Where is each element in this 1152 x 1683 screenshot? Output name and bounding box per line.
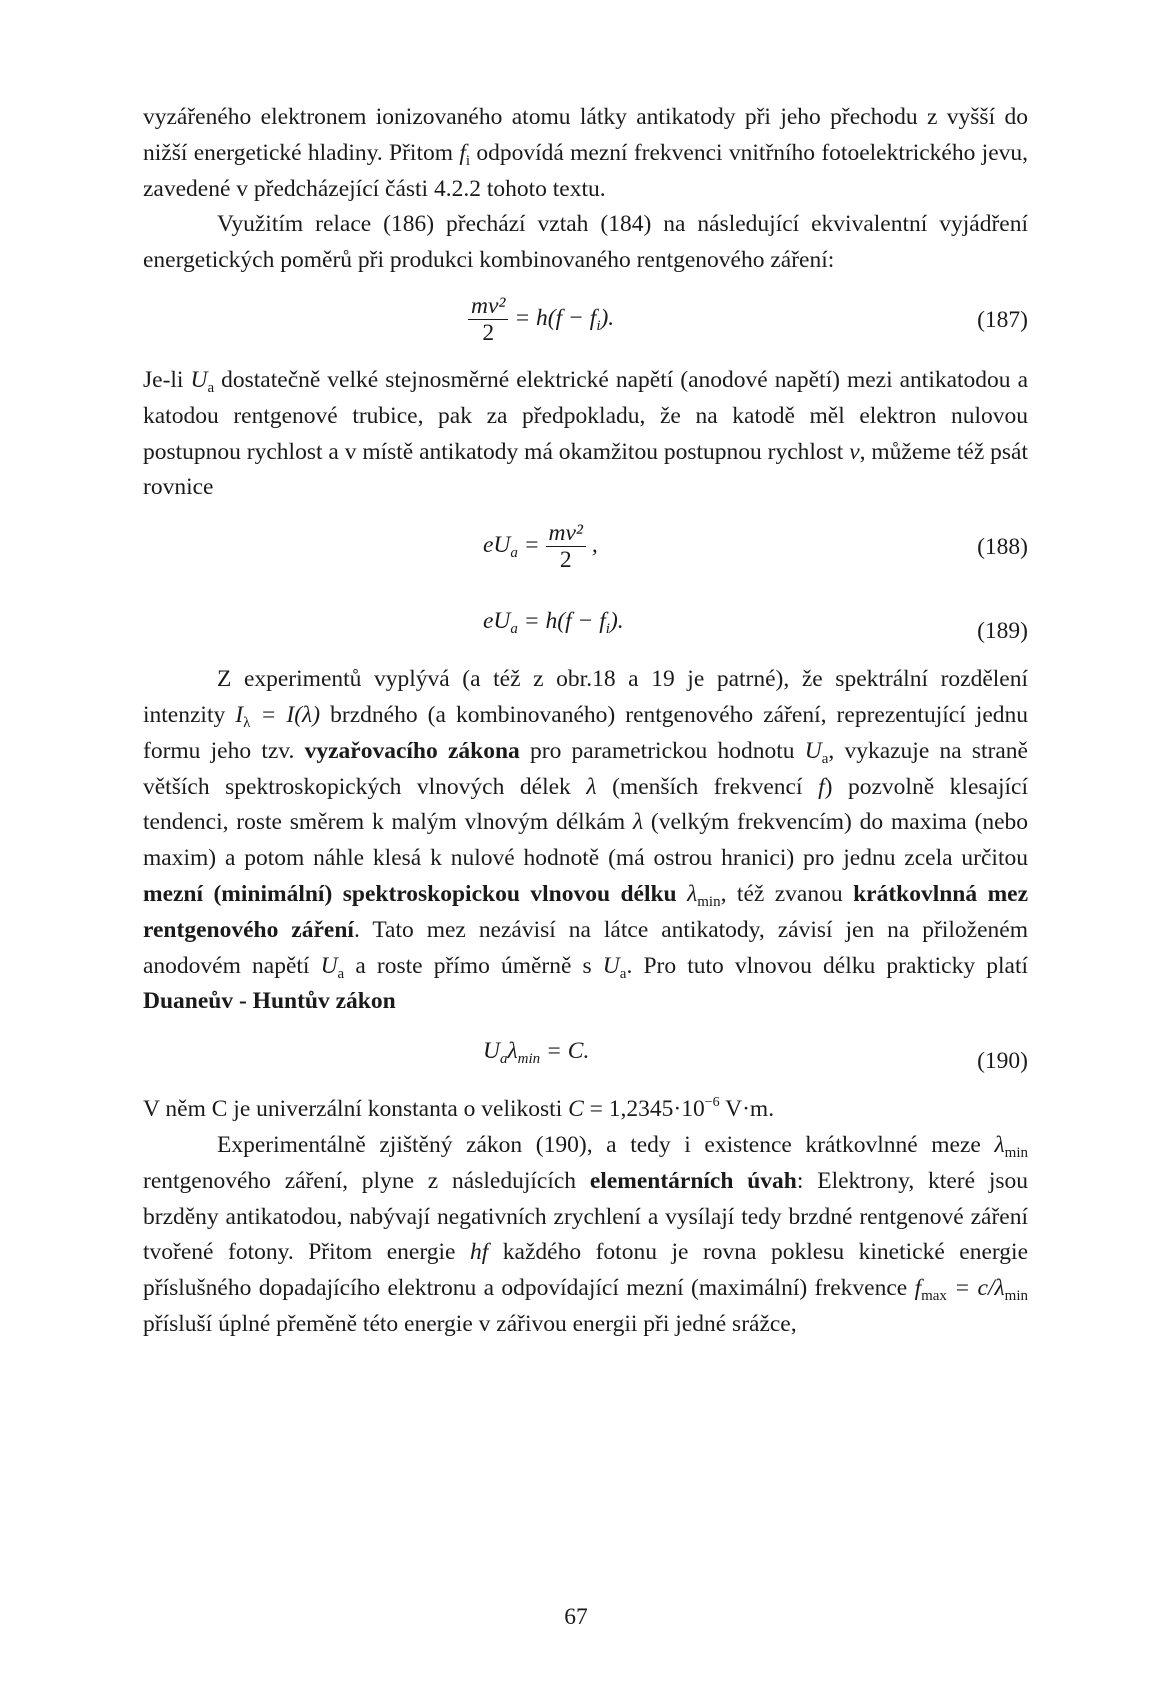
text-run: (menších frekvencí — [596, 773, 819, 800]
paragraph — [143, 100, 1034, 207]
math-symbol: I — [235, 701, 244, 728]
bold-term: elementárních úvah — [589, 1167, 797, 1194]
page-body — [143, 100, 1034, 1343]
equation-number: (189) — [977, 618, 1028, 645]
equation — [483, 604, 624, 640]
math-symbol: = I(λ) — [250, 701, 321, 728]
paragraph — [143, 207, 1034, 279]
math-symbol: = c/λ — [946, 1275, 1005, 1302]
math-symbol: U — [320, 952, 338, 979]
subscript: min — [697, 893, 721, 910]
subscript: min — [1004, 1144, 1028, 1161]
equation-number: (187) — [977, 306, 1028, 333]
text-run: = h(f − f — [517, 608, 606, 635]
text-run: Využitím relace (186) přechází vztah (184) na následující ekvivalentní vyjádření energetických poměrů při produkci kombinovaného rentgenového záření: — [143, 211, 1034, 274]
equation — [483, 1034, 589, 1070]
subscript: i — [465, 152, 471, 169]
equation-row — [143, 506, 1028, 590]
equation — [468, 293, 614, 346]
subscript: max — [921, 1288, 947, 1305]
subscript: min — [517, 1051, 541, 1068]
equation-row — [143, 590, 1028, 662]
subscript: λ — [243, 714, 251, 731]
text-run: = 1,2345·10 — [583, 1096, 705, 1123]
text-run: eU — [483, 532, 511, 559]
text-run: . Tato mez nezávisí na látce antikatody, závisí jen na přiloženém anodovém napětí — [143, 916, 1034, 979]
text-run: vyzářeného elektronem ionizovaného atomu látky antikatody při jeho přechodu z vyšší do nižší energetické hladiny. Přitom — [143, 104, 1034, 166]
equation-row — [143, 279, 1028, 363]
text-run: pro parametrickou hodnotu — [519, 737, 805, 764]
fraction-numerator: mv² — [546, 520, 586, 547]
text-run: Experimentálně zjištěný zákon (190), a tedy i existence krátkovlnné meze — [217, 1131, 995, 1158]
superscript: −6 — [704, 1095, 720, 1111]
math-symbol: U — [602, 952, 620, 979]
text-run: V něm C je univerzální konstanta o velikosti — [143, 1096, 569, 1123]
math-symbol: f — [459, 139, 466, 166]
text-run: ) pozvolně klesající tendenci, roste směrem k malým vlnovým délkám — [143, 773, 1034, 836]
text-run: odpovídá mezní frekvenci vnitřního fotoelektrického jevu, zavedené v předcházející části 4.2.2 tohoto textu. — [143, 139, 1034, 202]
math-symbol: λ — [586, 773, 597, 800]
text-run: = — [517, 532, 546, 559]
text-run: ). — [609, 608, 624, 635]
text-run: U — [483, 1038, 500, 1065]
paragraph — [143, 1128, 1034, 1343]
text-run: (velkým frekvencím) do maxima (nebo maxim) a potom náhle klesá k nulové hodnotě (má ostrou hranici) pro jednu zcela určitou — [143, 809, 1034, 872]
subscript: i — [596, 317, 601, 334]
math-symbol: λ — [687, 880, 698, 907]
subscript: a — [499, 1051, 508, 1068]
text-run: brzdného (a kombinovaného) rentgenového záření, reprezentující jednu formu jeho tzv. — [143, 701, 1034, 764]
math-symbol: U — [804, 737, 822, 764]
math-symbol: λ — [994, 1131, 1005, 1158]
text-run: = h(f − f — [508, 304, 597, 331]
subscript: a — [510, 621, 518, 638]
bold-term: Duaneův - Huntův zákon — [143, 988, 396, 1015]
paragraph — [143, 1092, 1028, 1128]
equation — [483, 520, 598, 573]
text-run: Z experimentů vyplývá (a též z obr.18 a 19 je patrné), že spektrální rozdělení intenzity — [143, 666, 1034, 728]
text-run: . Pro tuto vlnovou délku prakticky platí — [626, 952, 1034, 979]
text-run: = C. — [540, 1038, 590, 1065]
text-run: dostatečně velké stejnosměrné elektrické napětí (anodové napětí) mezi antikatodou a katodou rentgenové trubice, pak za předpokladu, že na katodě měl elektron nulovou postupnou rychlost a v místě antikatody má okamžitou postupnou rychlost — [143, 366, 1034, 465]
text-run: přísluší úplné přeměně této energie v zářivou energii při jedné srážce, — [143, 1275, 1034, 1337]
subscript: min — [1004, 1288, 1029, 1305]
math-symbol: f — [914, 1275, 922, 1302]
text-run: , vykazuje na straně větších spektroskopických vlnových délek — [143, 737, 1034, 800]
fraction-numerator: mv² — [468, 293, 508, 320]
text-run: a roste přímo úměrně s — [344, 952, 603, 979]
text-run: , též zvanou — [720, 880, 854, 907]
bold-term: vyzařovacího zákona — [304, 737, 520, 764]
math-symbol: hf — [469, 1239, 489, 1266]
text-run: V·m. — [719, 1096, 775, 1123]
equation-number: (190) — [977, 1048, 1028, 1075]
fraction-denominator: 2 — [559, 547, 572, 574]
math-symbol: f — [818, 773, 825, 800]
page-number: 67 — [564, 1604, 588, 1630]
math-symbol: v — [849, 438, 860, 465]
paragraph — [143, 662, 1034, 1020]
fraction — [468, 293, 508, 346]
text-run: rentgenového záření, plyne z následujících — [143, 1131, 1034, 1194]
bold-term: krátkovlnná mez rentgenového záření — [143, 880, 1034, 943]
subscript: a — [821, 750, 829, 767]
subscript: a — [207, 379, 215, 396]
text-run: : Elektrony, které jsou brzděny antikatodou, nabývají negativních zrychlení a vysílají tedy brzdné rentgenové záření tvořené fotony. Přitom energie — [143, 1167, 1034, 1266]
text-run: , — [585, 532, 598, 559]
bold-term: mezní (minimální) spektroskopickou vlnovou délku — [143, 880, 677, 907]
text-run: ). — [600, 304, 615, 331]
subscript: i — [605, 621, 610, 638]
fraction-denominator: 2 — [482, 319, 495, 346]
math-symbol: U — [190, 366, 208, 393]
paragraph — [143, 363, 1034, 506]
subscript: a — [337, 965, 345, 982]
text-run: eU — [483, 608, 511, 635]
subscript: a — [510, 545, 518, 562]
text-run: Je-li — [143, 366, 191, 393]
text-run: λ — [507, 1038, 518, 1065]
text-run: každého fotonu je rovna poklesu kinetické energie příslušného dopadajícího elektronu a odpovídající mezní (maximální) frekvence — [143, 1239, 1034, 1302]
text-run: , můžeme též psát rovnice — [143, 438, 1034, 501]
equation-row — [143, 1020, 1028, 1092]
fraction — [546, 520, 586, 573]
math-symbol: λ — [632, 809, 644, 836]
equation-number: (188) — [977, 534, 1028, 561]
subscript: a — [619, 965, 627, 982]
math-symbol: C — [568, 1096, 584, 1123]
text-run — [677, 881, 687, 907]
